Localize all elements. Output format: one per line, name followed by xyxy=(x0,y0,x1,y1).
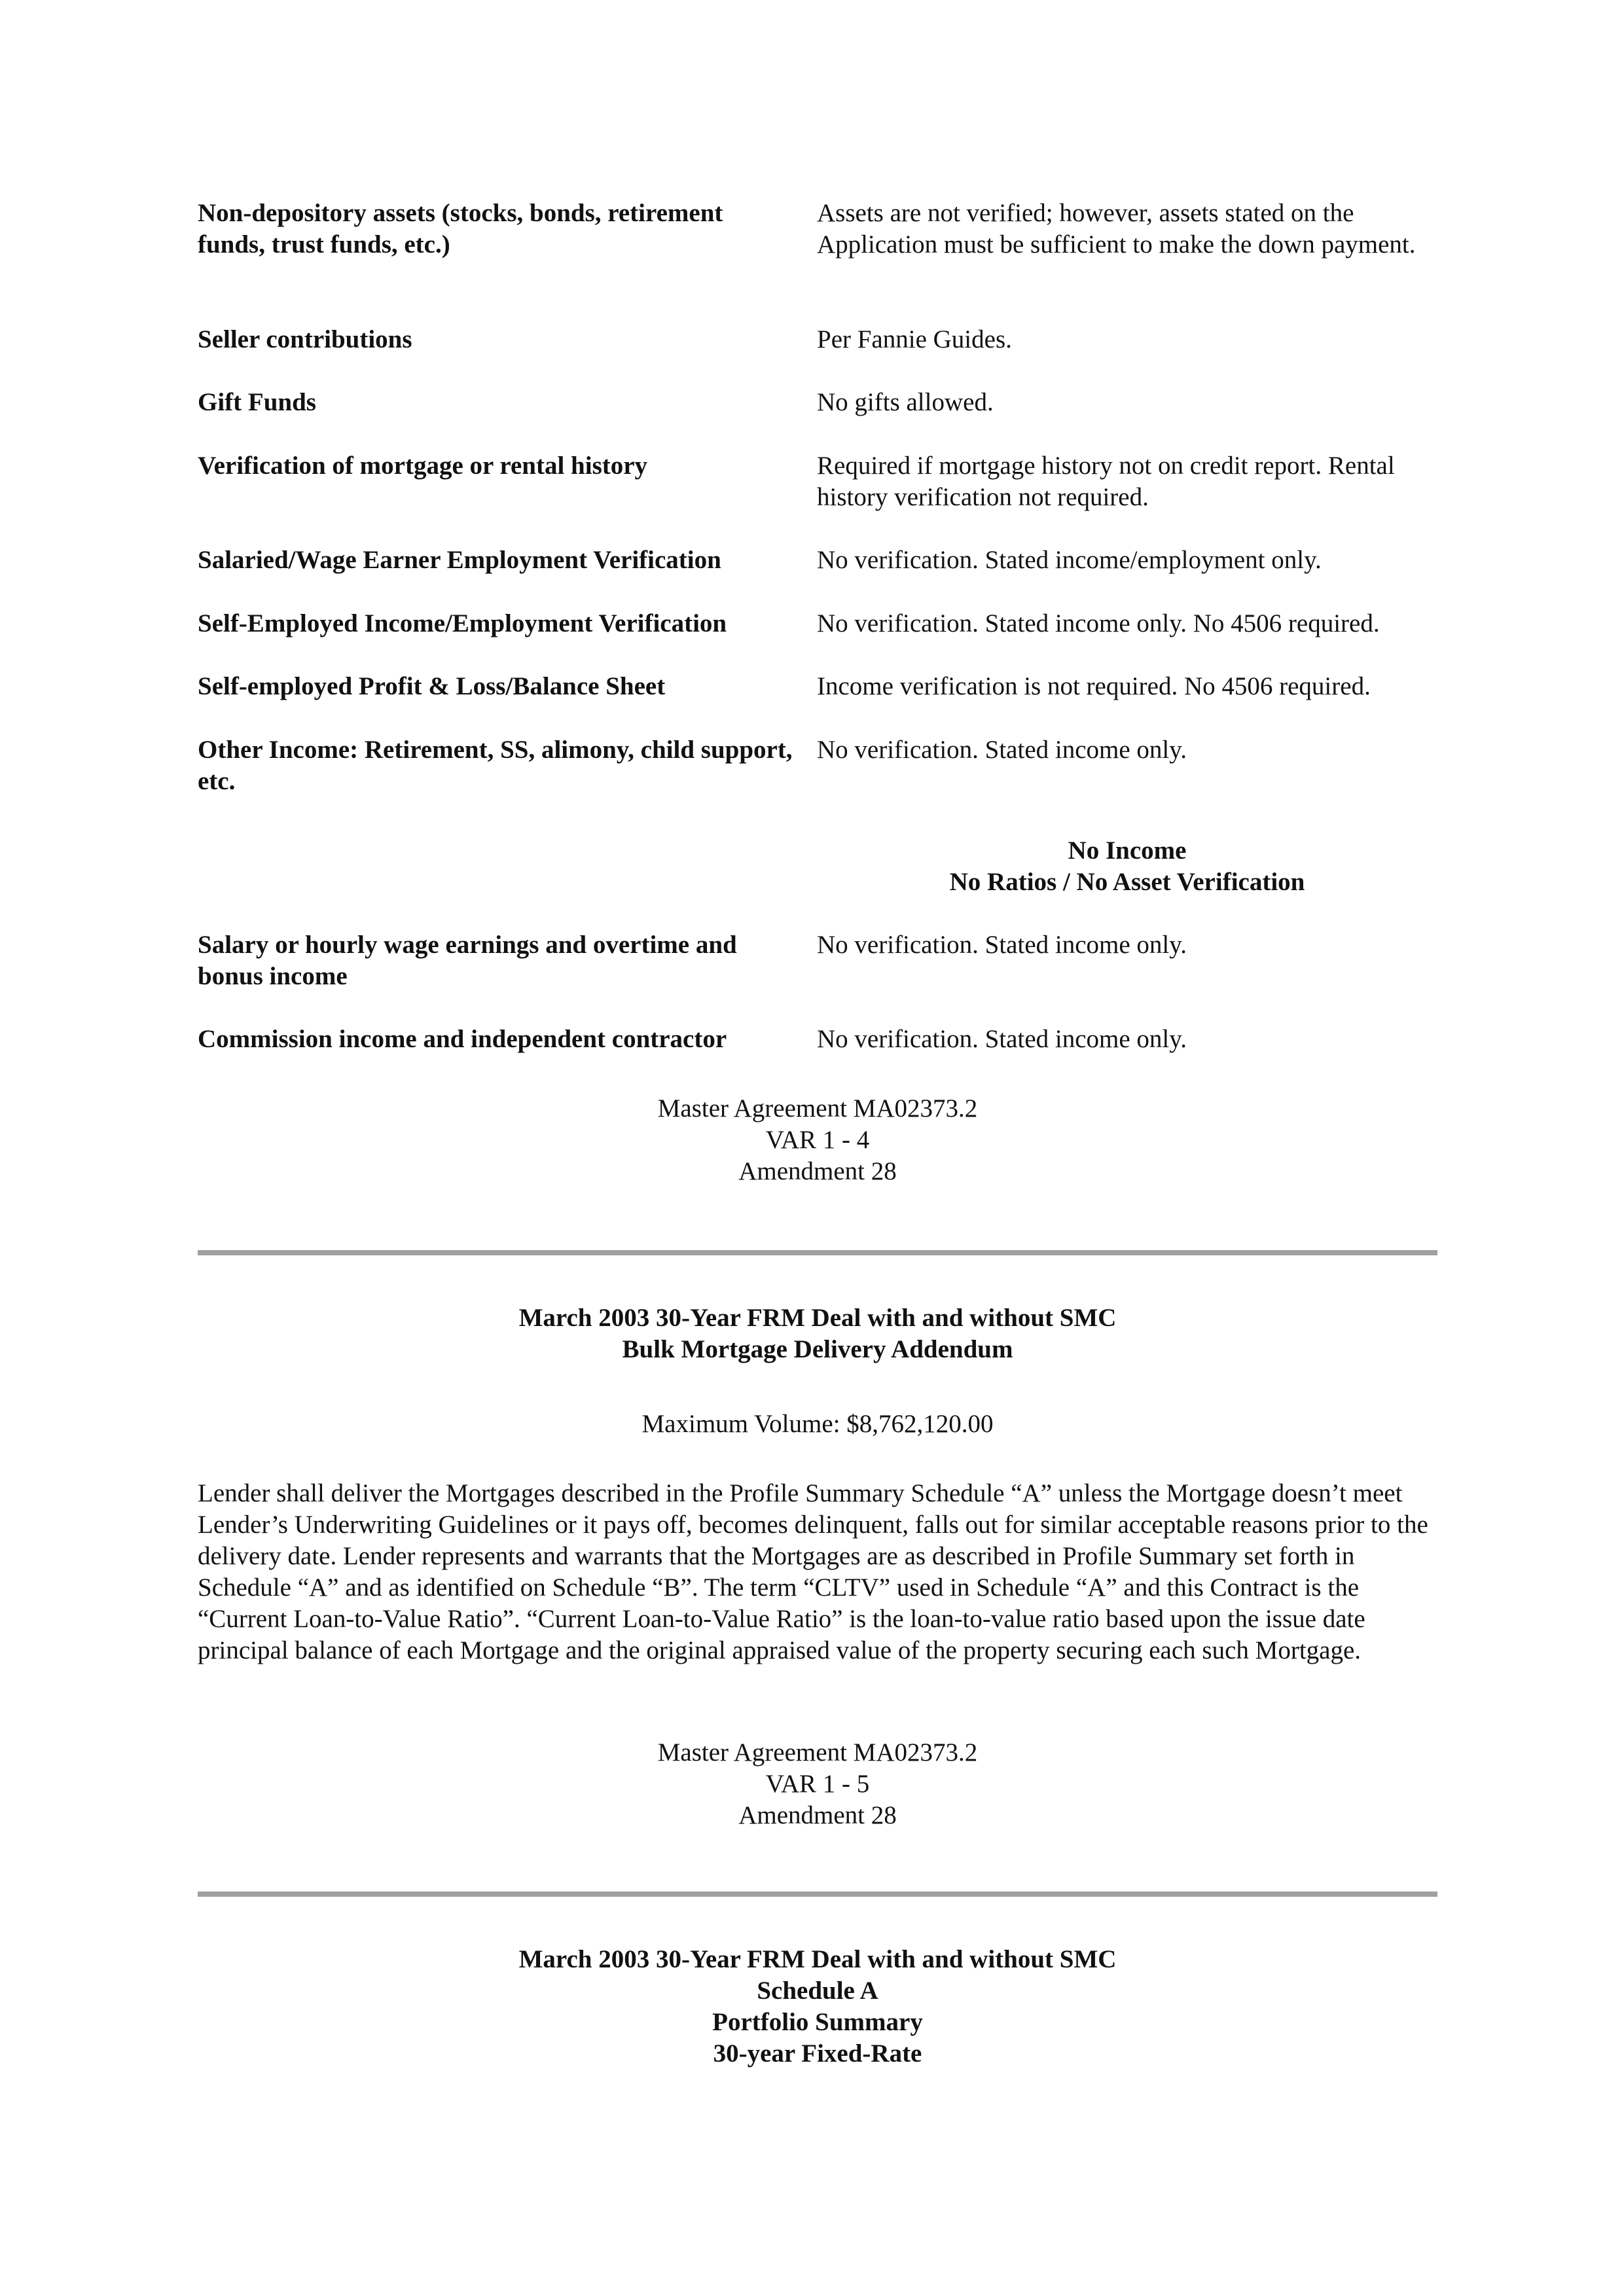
footer-line: Master Agreement MA02373.2 xyxy=(657,1094,978,1122)
page-divider xyxy=(198,1892,1437,1897)
requirement-label: Salary or hourly wage earnings and overtime and bonus income xyxy=(198,931,737,990)
no-income-heading-line: No Income xyxy=(1068,836,1187,865)
requirement-value: No verification. Stated income only. xyxy=(817,1025,1187,1053)
requirement-label: Salaried/Wage Earner Employment Verification xyxy=(198,546,721,574)
schedule-title-line: 30-year Fixed-Rate xyxy=(713,2039,922,2068)
requirement-value: No verification. Stated income only. xyxy=(817,736,1187,764)
section-title xyxy=(198,1302,1437,1365)
requirement-value: Assets are not verified; however, assets stated on the Application must be sufficient to make the down payment. xyxy=(817,199,1416,259)
requirement-label: Other Income: Retirement, SS, alimony, child support, etc. xyxy=(198,736,793,795)
requirement-label: Commission income and independent contractor xyxy=(198,1025,727,1053)
footer-line: VAR 1 - 5 xyxy=(765,1770,870,1798)
footer-line: Amendment 28 xyxy=(738,1157,897,1185)
requirement-label: Seller contributions xyxy=(198,325,412,353)
maximum-volume: Maximum Volume: $8,762,120.00 xyxy=(641,1410,994,1438)
requirement-value: Required if mortgage history not on credit report. Rental history verification not required. xyxy=(817,452,1395,511)
requirement-value: No gifts allowed. xyxy=(817,388,994,416)
no-income-heading xyxy=(817,835,1437,898)
schedule-title-line: Portfolio Summary xyxy=(712,2008,923,2036)
section-title-line: March 2003 30-Year FRM Deal with and without SMC xyxy=(518,1304,1117,1332)
requirement-value: No verification. Stated income only. xyxy=(817,931,1187,959)
requirement-value: No verification. Stated income/employment only. xyxy=(817,546,1322,574)
no-income-heading-line: No Ratios / No Asset Verification xyxy=(949,868,1305,896)
addendum-paragraph: Lender shall deliver the Mortgages described in the Profile Summary Schedule “A” unless the Mortgage doesn’t meet Lender’s Underwriting Guidelines or it pays off, becomes delinquent, falls out for similar acceptable reasons prior to the delivery date. Lender represents and warrants that the Mortgages are as described in Profile Summary set forth in Schedule “A” and as identified on Schedule “B”. The term “CLTV” used in Schedule “A” and this Contract is the “Current Loan-to-Value Ratio”. “Current Loan-to-Value Ratio” is the loan-to-value ratio based upon the issue date principal balance of each Mortgage and the original appraised value of the property securing each such Mortgage. xyxy=(198,1479,1428,1664)
requirement-label: Verification of mortgage or rental history xyxy=(198,452,648,480)
schedule-title-line: Schedule A xyxy=(757,1977,878,2005)
page-footer xyxy=(198,1737,1437,1831)
page-divider xyxy=(198,1250,1437,1255)
schedule-title xyxy=(198,1944,1437,2070)
requirement-value: Income verification is not required. No 4506 required. xyxy=(817,672,1371,700)
requirement-label: Non-depository assets (stocks, bonds, retirement funds, trust funds, etc.) xyxy=(198,199,723,259)
section-title-line: Bulk Mortgage Delivery Addendum xyxy=(622,1335,1013,1363)
requirement-label: Gift Funds xyxy=(198,388,316,416)
footer-line: Amendment 28 xyxy=(738,1801,897,1829)
page-footer xyxy=(198,1093,1437,1187)
footer-line: VAR 1 - 4 xyxy=(765,1126,870,1154)
schedule-title-line: March 2003 30-Year FRM Deal with and without SMC xyxy=(518,1945,1117,1973)
requirement-value: No verification. Stated income only. No 4506 required. xyxy=(817,609,1380,637)
requirement-label: Self-employed Profit & Loss/Balance Sheet xyxy=(198,672,666,700)
requirement-label: Self-Employed Income/Employment Verification xyxy=(198,609,727,637)
requirement-value: Per Fannie Guides. xyxy=(817,325,1012,353)
footer-line: Master Agreement MA02373.2 xyxy=(657,1738,978,1767)
